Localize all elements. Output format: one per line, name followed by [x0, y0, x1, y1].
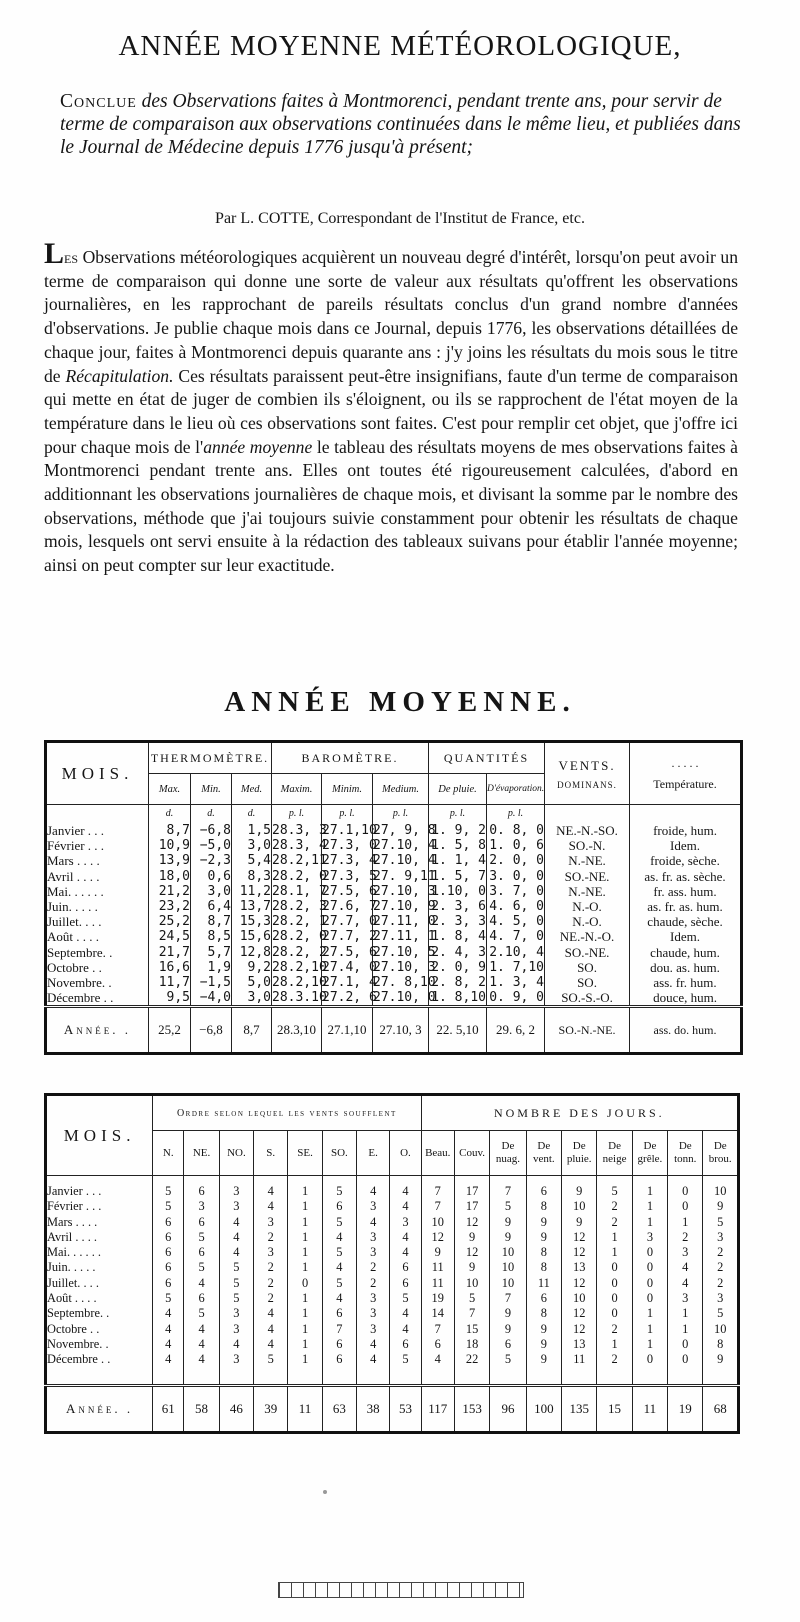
maxim-column: 28.3, 3 28.3, 4 28.2,11 28.2, 0 28.1, 7 28.2, 3 28.2, 1 28.2, 0 28.2, 2 28.2,10 28.2,10 28.3.10 — [272, 823, 327, 1006]
annee-days-vent: 100 — [526, 1386, 561, 1433]
medium-header: Medium. — [373, 774, 429, 805]
med-header: Med. — [232, 774, 272, 805]
annee-label-2: Année. . — [46, 1386, 153, 1433]
intro-lead: es — [64, 247, 79, 267]
wind-label-se: SE. — [288, 1131, 322, 1176]
table2-group-header — [46, 1095, 739, 1131]
temperature-column: froide, hum. Idem. froide, sèche. as. fr. as. sèche. fr. ass. hum. as. fr. as. hum. chaude, sèche. Idem. chaude, hum. dou. as. hum. ass. fr. hum. douce, hum. — [630, 821, 742, 1007]
barometre-header: BAROMÈTRE. — [272, 742, 429, 774]
evap-column: 0. 8, 0 1. 0, 6 2. 0, 0 3. 0, 0 3. 7, 0 4. 6, 0 4. 5, 0 4. 7, 0 2.10, 4 1. 7,10 1. 3, 4 0. 9, 0 — [487, 821, 545, 1007]
subtitle-text: des Observations faites à Montmorenci, pendant trente ans, pour servir de terme de comparaison aux observations continuées dans le même lieu, et publiées dans le Journal de Médecine depuis 1776 jusqu'à présent; — [60, 91, 741, 158]
mois-header: MOIS. — [46, 742, 149, 805]
unit-evap: p. l. — [487, 805, 545, 822]
unit-blank — [46, 805, 149, 822]
day-label-grele: De grêle. — [632, 1131, 667, 1176]
annee-wind-n: 61 — [153, 1386, 184, 1433]
wind-label-s: S. — [254, 1131, 288, 1176]
annee-days-pluie: 135 — [562, 1386, 597, 1433]
annee-days-beau: 117 — [421, 1386, 454, 1433]
intro-emphasis-2: année moyenne — [203, 436, 313, 457]
annee-days-nuag: 96 — [490, 1386, 526, 1433]
vents-subtitle: DOMINANS. — [557, 779, 617, 790]
table1-data-row — [46, 821, 742, 1007]
annee-temperature: ass. do. hum. — [630, 1007, 742, 1054]
days-brou-column: 10 9 5 3 2 2 2 3 5 10 8 9 — [703, 1176, 739, 1386]
intro-text-2: Ces résultats paraissent peut-être insignifians, faute d'un terme de comparaison qui mette en état de juger de combien ils s'éloignent, ou ils se rapprochent de l'état moyen de la température dans le lieu où ces observations sont faites. C'est pour remplir cet objet, que j'offre ici pour chaque mois de l' — [44, 365, 738, 457]
wind-label-no: NO. — [219, 1131, 253, 1176]
wind-so-column: 5 6 5 4 5 4 5 4 6 7 6 6 — [322, 1176, 356, 1386]
day-label-vent: De vent. — [526, 1131, 561, 1176]
maxim-header: Maxim. — [272, 774, 322, 805]
minim-header: Minim. — [322, 774, 373, 805]
table2-data-row — [46, 1176, 739, 1386]
annee-wind-so: 63 — [322, 1386, 356, 1433]
ink-mark — [323, 1490, 327, 1494]
wind-e-column: 4 3 4 3 3 2 2 3 3 3 4 4 — [357, 1176, 390, 1386]
max-header: Max. — [149, 774, 191, 805]
annee-wind-no: 46 — [219, 1386, 253, 1433]
annee-min: −6,8 — [191, 1007, 232, 1054]
temperature-title: Température. — [653, 776, 717, 791]
wind-no-column: 3 3 4 4 4 5 5 5 3 3 4 3 — [219, 1176, 253, 1386]
annee-days-neige: 15 — [597, 1386, 632, 1433]
unit-min: d. — [191, 805, 232, 822]
annee-days-brou: 68 — [703, 1386, 739, 1433]
intro-paragraph — [44, 237, 738, 578]
min-header: Min. — [191, 774, 232, 805]
subtitle — [60, 90, 750, 159]
med-column: 1,5 3,0 5,4 8,3 11,2 13,7 15,3 15,6 12,8 9,2 5,0 3,0 — [232, 821, 272, 1007]
month-column: Janvier . . . Février . . . Mars . . . . Avril . . . . Mai. . . . . . Juin. . . . . Juillet. . . . Août . . . . Septembre. . Octobre . . Novembre. . Décembre . . — [46, 821, 149, 1007]
pluie-header: De pluie. — [429, 774, 487, 805]
wind-label-ne: NE. — [184, 1131, 219, 1176]
intro-emphasis-1: Récapitulation. — [65, 365, 174, 386]
annee-wind-s: 39 — [254, 1386, 288, 1433]
unit-minim: p. l. — [322, 805, 373, 822]
annee-max: 25,2 — [149, 1007, 191, 1054]
annee-days-tonn: 19 — [668, 1386, 703, 1433]
vents-column: NE.-N.-SO. SO.-N. N.-NE. SO.-NE. N.-NE. N.-O. N.-O. NE.-N.-O. SO.-NE. SO. SO. SO.-S.-O. — [545, 821, 630, 1007]
page-title: ANNÉE MOYENNE MÉTÉOROLOGIQUE, — [118, 30, 682, 62]
mois-header-2: MOIS. — [46, 1095, 153, 1176]
annee-wind-se: 11 — [288, 1386, 322, 1433]
section-title: ANNÉE MOYENNE. — [224, 686, 576, 718]
drop-cap: L — [44, 237, 65, 270]
annee-wind-ne: 58 — [184, 1386, 219, 1433]
wind-n-column: 5 5 6 6 6 6 6 5 4 4 4 4 — [153, 1176, 184, 1386]
annee-days-couv: 153 — [454, 1386, 489, 1433]
annee-evap: 29. 6, 2 — [487, 1007, 545, 1054]
unit-blank — [545, 805, 630, 822]
day-label-neige: De neige — [597, 1131, 632, 1176]
table1-group-header — [46, 742, 742, 774]
wind-s-column: 4 4 3 2 3 2 2 2 4 4 4 5 — [254, 1176, 288, 1386]
day-label-beau: Beau. — [421, 1131, 454, 1176]
days-vent-column: 6 8 9 9 8 8 11 6 8 9 9 9 — [526, 1176, 561, 1386]
annee-vents: SO.-N.-NE. — [545, 1007, 630, 1054]
month-column-2: Janvier . . . Février . . . Mars . . . . Avril . . . . Mai. . . . . . Juin. . . . . Juillet. . . . Août . . . . Septembre. . Octobre . . Novembre. . Décembre . . — [46, 1176, 153, 1386]
day-label-tonn: De tonn. — [668, 1131, 703, 1176]
evaporation-header: D'évaporation. — [487, 774, 545, 805]
author-line: Par L. COTTE, Correspondant de l'Institut de France, etc. — [215, 210, 585, 227]
days-beau-column: 7 7 10 12 9 11 11 19 14 7 6 4 — [421, 1176, 454, 1386]
day-label-nuag: De nuag. — [490, 1131, 526, 1176]
quantites-header: QUANTITÉS — [429, 742, 545, 774]
thermometre-header: THERMOMÈTRE. — [149, 742, 272, 774]
annee-med: 8,7 — [232, 1007, 272, 1054]
table2-annee-row — [46, 1386, 739, 1433]
annee-minim: 27.1,10 — [322, 1007, 373, 1054]
table-wind-and-days — [44, 1093, 740, 1434]
day-label-brou: De brou. — [703, 1131, 739, 1176]
annee-maxim: 28.3,10 — [272, 1007, 322, 1054]
annee-wind-e: 38 — [357, 1386, 390, 1433]
intro-text-1: Observations météorologiques acquièrent un nouveau degré d'intérêt, lorsqu'on peut avoir un terme de comparaison qui donne une sorte de valeur aux résultats qu'offrent les observations journalières, en les rapprochant de pareils résultats conclus d'un grand nombre d'années d'observations. Je publie chaque mois dans ce Journal, depuis 1776, les observations détaillées de chaque jour, faites à Montmorenci depuis quarante ans : j'y joins les résultats du mois sous le titre de — [44, 247, 738, 386]
day-label-pluie: De pluie. — [562, 1131, 597, 1176]
unit-pluie: p. l. — [429, 805, 487, 822]
unit-max: d. — [149, 805, 191, 822]
vents-header — [545, 742, 630, 805]
annee-medium: 27.10, 3 — [373, 1007, 429, 1054]
nombre-jours-header: NOMBRE DES JOURS. — [421, 1095, 738, 1131]
days-couv-column: 17 17 12 9 12 9 10 5 7 15 18 22 — [454, 1176, 489, 1386]
table1-annee-row — [46, 1007, 742, 1054]
subtitle-lead: Conclue — [60, 91, 137, 112]
annee-days-grele: 11 — [632, 1386, 667, 1433]
table1-units-row — [46, 805, 742, 822]
vents-title: VENTS. — [558, 757, 616, 773]
unit-med: d. — [232, 805, 272, 822]
days-nuag-column: 7 5 9 9 10 10 10 7 9 9 6 5 — [490, 1176, 526, 1386]
wind-label-e: E. — [357, 1131, 390, 1176]
max-column: 8,7 10,9 13,9 18,0 21,2 23,2 25,2 24,5 21,7 16,6 11,7 9,5 — [149, 821, 191, 1007]
day-label-couv: Couv. — [454, 1131, 489, 1176]
unit-blank — [630, 805, 742, 822]
annee-pluie: 22. 5,10 — [429, 1007, 487, 1054]
ordre-vents-header: Ordre selon lequel les vents soufflent — [153, 1095, 421, 1131]
annee-label: Année. . — [46, 1007, 149, 1054]
medium-column: 27, 9, 8 27.10, 4 27.10, 4 27. 9,11 27.10, 3 27.10, 9 27.11, 0 27.11, 1 27.10, 5 27.10, 3 27. 8,10 27.10, 0 — [373, 823, 436, 1006]
wind-label-n: N. — [153, 1131, 184, 1176]
days-neige-column: 5 2 2 1 1 0 0 0 0 2 1 2 — [597, 1176, 632, 1386]
days-pluie-column: 9 10 9 12 12 13 12 10 12 12 13 11 — [562, 1176, 597, 1386]
pluie-column: 1. 9, 2 1. 5, 8 1. 1, 4 1. 5, 7 1.10, 0 2. 3, 6 2. 3, 3 1. 8, 4 2. 4, 3 2. 0, 9 2. 8, 2 1. 8,10 — [429, 821, 487, 1007]
min-column: −6,8 −5,0 −2,3 0,6 3,0 6,4 8,7 8,5 5,7 1,9 −1,5 −4,0 — [191, 821, 232, 1007]
unit-medium: p. l. — [373, 805, 429, 822]
minim-column: 27.1,10 27.3, 0 27.3, 4 27.3, 5 27.5, 6 27.6, 7 27.7, 0 27.7, 2 27.5, 6 27.4, 0 27.1, 4 27.2, 6 — [322, 823, 377, 1006]
annee-wind-o: 53 — [390, 1386, 421, 1433]
temperature-dots: . . . . . — [671, 755, 699, 770]
wind-ne-column: 6 3 6 5 6 5 4 6 5 4 4 4 — [184, 1176, 219, 1386]
wind-se-column: 1 1 1 1 1 1 0 1 1 1 1 1 — [288, 1176, 322, 1386]
intro-text-3: le tableau des résultats moyens de mes observations faites à Montmorenci pendant trente ans. Elles ont toutes été rigoureusement calculées, d'abord en additionnant les observations journalières de chaque mois, et divisant la somme par le nombre des observations, méthode que j'ai toujours suivie constamment pour obtenir les résultats de chaque mois, lesquels ont servi ensuite à la rédaction des tableaux suivans pour établir l'année moyenne; ainsi on peut compter sur leur exactitude. — [44, 436, 738, 576]
table-annual-means — [44, 740, 743, 1055]
wind-label-o: O. — [390, 1131, 421, 1176]
wind-label-so: SO. — [322, 1131, 356, 1176]
temperature-header — [630, 742, 742, 805]
days-grele-column: 1 1 1 3 0 0 0 0 1 1 1 0 — [632, 1176, 667, 1386]
wind-o-column: 4 4 3 4 4 6 6 5 4 4 6 5 — [390, 1176, 421, 1386]
days-tonn-column: 0 0 1 2 3 4 4 3 1 1 0 0 — [668, 1176, 703, 1386]
scale-ruler — [278, 1582, 524, 1598]
unit-maxim: p. l. — [272, 805, 322, 822]
